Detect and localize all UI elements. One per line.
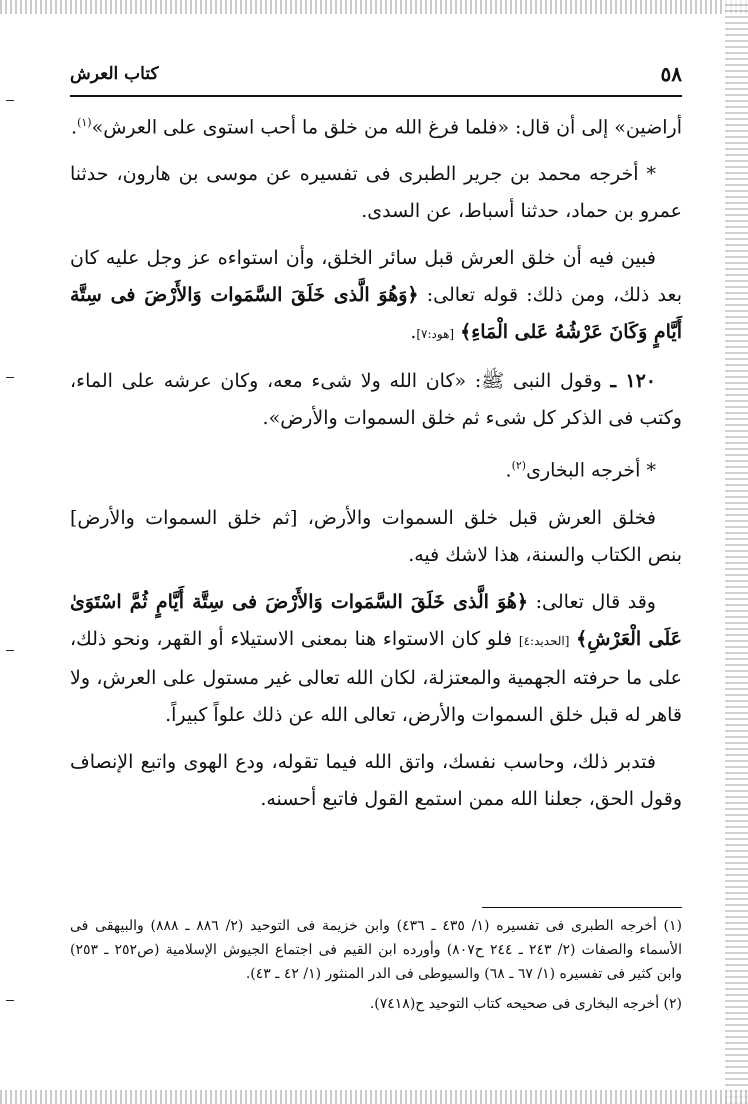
bottom-decorative-border <box>0 1090 748 1104</box>
margin-tick <box>6 377 14 378</box>
footnote: (١) أخرجه الطبرى فى تفسيره (١/ ٤٣٥ ـ ٤٣٦) وابن خزيمة فى التوحيد (٢/ ٨٨٦ ـ ٨٨٨) والبيهقى فى الأسماء والصفات (٢/ ٢٤٣ ـ ٢٤٤ ح٨٠٧) وأورده ابن القيم فى اجتماع الجيوش الإسلامية (ص٢٥٢ ـ ٢٥٣) وابن كثير فى تفسيره (١/ ٦٧ ـ ٦٨) والسيوطى فى الدر المنثور (١/ ٤٢ ـ ٤٣). <box>70 918 682 982</box>
quran-verse: ﴿وَهُوَ الَّذى خَلَقَ السَّمَوات وَالأَرْضَ فى سِتَّة أَيَّامٍ وَكَانَ عَرْشُهُ عَلى الْمَاءِ﴾ <box>70 284 682 344</box>
paragraph: * أخرجه البخارى$^{(٢)}$. <box>505 459 656 482</box>
paragraph: فتدبر ذلك، وحاسب نفسك، واتق الله فيما تقوله، ودع الهوى واتبع الإنصاف وقول الحق، جعلنا الله ممن استمع القول فاتبع أحسنه. <box>70 750 682 810</box>
paragraph: أراضين» إلى أن قال: «فلما فرغ الله من خلق ما أحب استوى على العرش»$^{(١)}$. <box>71 116 682 139</box>
paragraph: وقد قال تعالى: ﴿هُوَ الَّذى خَلَقَ السَّمَوات وَالأَرْضَ فى سِتَّة أَيَّامٍ ثُمَّ اسْتَوَىٰ عَلَى الْعَرْشِ﴾ [الحديد:٤] فلو كان الاستواء هنا بمعنى الاستيلاء أو القهر، ونحو ذلك، على ما حرفته الجهمية والمعتزلة، لكان الله تعالى غير مستول على العرش، ولا قاهر له قبل خلق السموات والأرض، تعالى الله عن ذلك علواً كبيراً. <box>70 590 682 726</box>
footnote: (٢) أخرجه البخارى فى صحيحه كتاب التوحيد ح(٧٤١٨). <box>369 996 682 1012</box>
paragraph: فبين فيه أن خلق العرش قبل سائر الخلق، وأن استواءه عز وجل عليه كان بعد ذلك، ومن ذلك: قوله تعالى: ﴿وَهُوَ الَّذى خَلَقَ السَّمَوات وَالأَرْضَ فى سِتَّة أَيَّامٍ وَكَانَ عَرْشُهُ عَلى الْمَاءِ﴾ [هود:٧]. <box>70 247 682 344</box>
header-rule <box>70 95 682 97</box>
running-title: كتاب العرش <box>70 64 159 84</box>
main-text <box>70 104 682 828</box>
hadith-paragraph: ١٢٠ ـ وقول النبى ﷺ: «كان الله ولا شىء معه، وكان عرشه على الماء، وكتب فى الذكر كل شىء ثم خلق السموات والأرض». <box>70 370 682 430</box>
margin-tick <box>6 650 14 651</box>
margin-tick <box>6 1000 14 1001</box>
right-decorative-border <box>725 0 748 1104</box>
verse-reference: [الحديد:٤] <box>518 633 570 648</box>
page-number: ٥٨ <box>660 62 682 86</box>
paragraph: * أخرجه محمد بن جرير الطبرى فى تفسيره عن موسى بن هارون، حدثنا عمرو بن حماد، حدثنا أسباط، عن السدى. <box>70 163 682 223</box>
page-header <box>70 62 682 88</box>
quran-verse: ﴿هُوَ الَّذى خَلَقَ السَّمَوات وَالأَرْضَ فى سِتَّة أَيَّامٍ ثُمَّ اسْتَوَىٰ عَلَى الْعَرْشِ﴾ <box>70 590 682 650</box>
top-decorative-border <box>0 0 748 14</box>
footnote-rule <box>482 907 682 908</box>
paragraph: فخلق العرش قبل خلق السموات والأرض، [ثم خلق السموات والأرض] بنص الكتاب والسنة، هذا لاشك فيه. <box>70 506 682 566</box>
footnotes <box>70 914 682 1022</box>
hadith-number: ١٢٠ ـ <box>610 370 656 393</box>
footnote-ref: (٢) <box>511 459 527 473</box>
margin-tick <box>6 100 14 101</box>
footnote-ref: (١) <box>77 116 92 129</box>
verse-reference: [هود:٧] <box>416 327 455 342</box>
